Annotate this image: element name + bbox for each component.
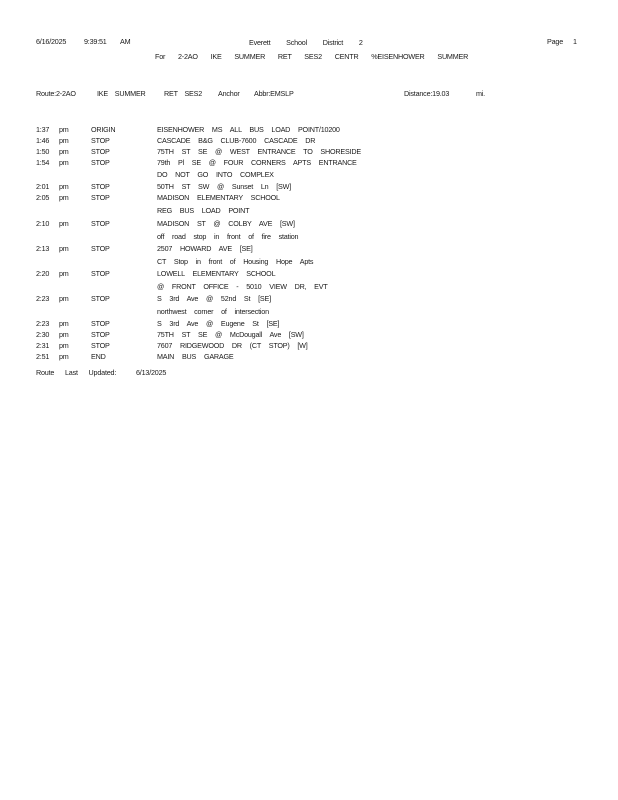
stop-row: [0, 147, 618, 157]
distance-unit: mi.: [476, 89, 485, 98]
stop-type: STOP: [91, 182, 110, 191]
stop-time: 1:46: [36, 136, 50, 145]
stop-description: northwest corner of intersection: [157, 307, 269, 316]
page-label: Page: [547, 37, 563, 46]
stop-time: 1:54: [36, 158, 50, 167]
stop-ampm: pm: [59, 193, 69, 202]
stop-type: STOP: [91, 136, 110, 145]
stop-description: 75TH ST SE @ WEST ENTRANCE TO SHORESIDE: [157, 147, 361, 156]
stop-row: [0, 282, 618, 292]
stop-row: [0, 125, 618, 135]
stop-type: STOP: [91, 269, 110, 278]
stop-description: 50TH ST SW @ Sunset Ln [SW]: [157, 182, 292, 191]
stop-time: 2:05: [36, 193, 50, 202]
stop-description: DO NOT GO INTO COMPLEX: [157, 170, 274, 179]
stop-description: 79th Pl SE @ FOUR CORNERS APTS ENTRANCE: [157, 158, 357, 167]
stop-row: [0, 352, 618, 362]
stop-type: ORIGIN: [91, 125, 116, 134]
stop-description: MADISON ELEMENTARY SCHOOL: [157, 193, 280, 202]
stop-time: 2:20: [36, 269, 50, 278]
stop-description: CT Stop in front of Housing Hope Apts: [157, 257, 314, 266]
stop-type: STOP: [91, 294, 110, 303]
stop-ampm: pm: [59, 125, 69, 134]
stop-time: 1:37: [36, 125, 50, 134]
anchor-label: Anchor: [218, 89, 240, 98]
stop-row: [0, 232, 618, 242]
stop-ampm: pm: [59, 219, 69, 228]
route-abbr: Abbr:EMSLP: [254, 89, 294, 98]
stop-ampm: pm: [59, 147, 69, 156]
stop-row: [0, 244, 618, 254]
stop-type: STOP: [91, 219, 110, 228]
stop-time: 2:01: [36, 182, 50, 191]
stop-description: @ FRONT OFFICE - 5010 VIEW DR, EVT: [157, 282, 328, 291]
stop-description: MAIN BUS GARAGE: [157, 352, 234, 361]
stop-row: [0, 158, 618, 168]
stop-description: EISENHOWER MS ALL BUS LOAD POINT/10200: [157, 125, 340, 134]
stop-row: [0, 206, 618, 216]
stop-description: CASCADE B&G CLUB-7600 CASCADE DR: [157, 136, 316, 145]
stop-row: [0, 170, 618, 180]
stop-ampm: pm: [59, 136, 69, 145]
stop-type: STOP: [91, 341, 110, 350]
stop-time: 2:23: [36, 319, 50, 328]
stop-ampm: pm: [59, 352, 69, 361]
stop-description: 75TH ST SE @ McDougall Ave [SW]: [157, 330, 304, 339]
stop-description: REG BUS LOAD POINT: [157, 206, 250, 215]
stop-time: 1:50: [36, 147, 50, 156]
stop-ampm: pm: [59, 319, 69, 328]
stop-type: STOP: [91, 244, 110, 253]
route-updated-date: 6/13/2025: [136, 368, 167, 377]
report-ampm: AM: [120, 37, 131, 46]
stop-ampm: pm: [59, 269, 69, 278]
stop-row: [0, 193, 618, 203]
stop-time: 2:23: [36, 294, 50, 303]
stop-type: STOP: [91, 330, 110, 339]
stop-row: [0, 219, 618, 229]
stop-time: 2:13: [36, 244, 50, 253]
route-program: RET SES2: [164, 89, 203, 98]
stop-description: S 3rd Ave @ 52nd St [SE]: [157, 294, 271, 303]
stop-time: 2:30: [36, 330, 50, 339]
route-distance: Distance:19.03: [404, 89, 450, 98]
stop-ampm: pm: [59, 158, 69, 167]
route-name: IKE SUMMER: [97, 89, 146, 98]
page-number: 1: [573, 37, 577, 46]
stop-row: [0, 269, 618, 279]
stop-ampm: pm: [59, 182, 69, 191]
stop-type: STOP: [91, 193, 110, 202]
stop-description: off road stop in front of fire station: [157, 232, 299, 241]
stop-type: STOP: [91, 319, 110, 328]
report-date: 6/16/2025: [36, 37, 67, 46]
stop-ampm: pm: [59, 244, 69, 253]
stop-type: STOP: [91, 147, 110, 156]
stop-time: 2:51: [36, 352, 50, 361]
stop-row: [0, 182, 618, 192]
stop-row: [0, 294, 618, 304]
report-time: 9:39:51: [84, 37, 107, 46]
stop-row: [0, 257, 618, 267]
stop-ampm: pm: [59, 294, 69, 303]
stop-time: 2:10: [36, 219, 50, 228]
stop-row: [0, 136, 618, 146]
stop-description: 2507 HOWARD AVE [SE]: [157, 244, 253, 253]
stop-type: STOP: [91, 158, 110, 167]
stop-ampm: pm: [59, 341, 69, 350]
stop-ampm: pm: [59, 330, 69, 339]
stop-row: [0, 330, 618, 340]
stop-description: S 3rd Ave @ Eugene St [SE]: [157, 319, 280, 328]
district-title: Everett School District 2: [249, 38, 363, 47]
route-updated-label: Route Last Updated:: [36, 368, 117, 377]
stop-row: [0, 341, 618, 351]
stop-description: LOWELL ELEMENTARY SCHOOL: [157, 269, 276, 278]
stop-time: 2:31: [36, 341, 50, 350]
stop-row: [0, 307, 618, 317]
stop-description: MADISON ST @ COLBY AVE [SW]: [157, 219, 295, 228]
route-id: Route:2-2AO: [36, 89, 76, 98]
stop-type: END: [91, 352, 106, 361]
stop-description: 7607 RIDGEWOOD DR (CT STOP) [W]: [157, 341, 308, 350]
for-line: For 2-2AO IKE SUMMER RET SES2 CENTR %EISENHOWER SUMMER: [155, 52, 469, 61]
stop-row: [0, 319, 618, 329]
